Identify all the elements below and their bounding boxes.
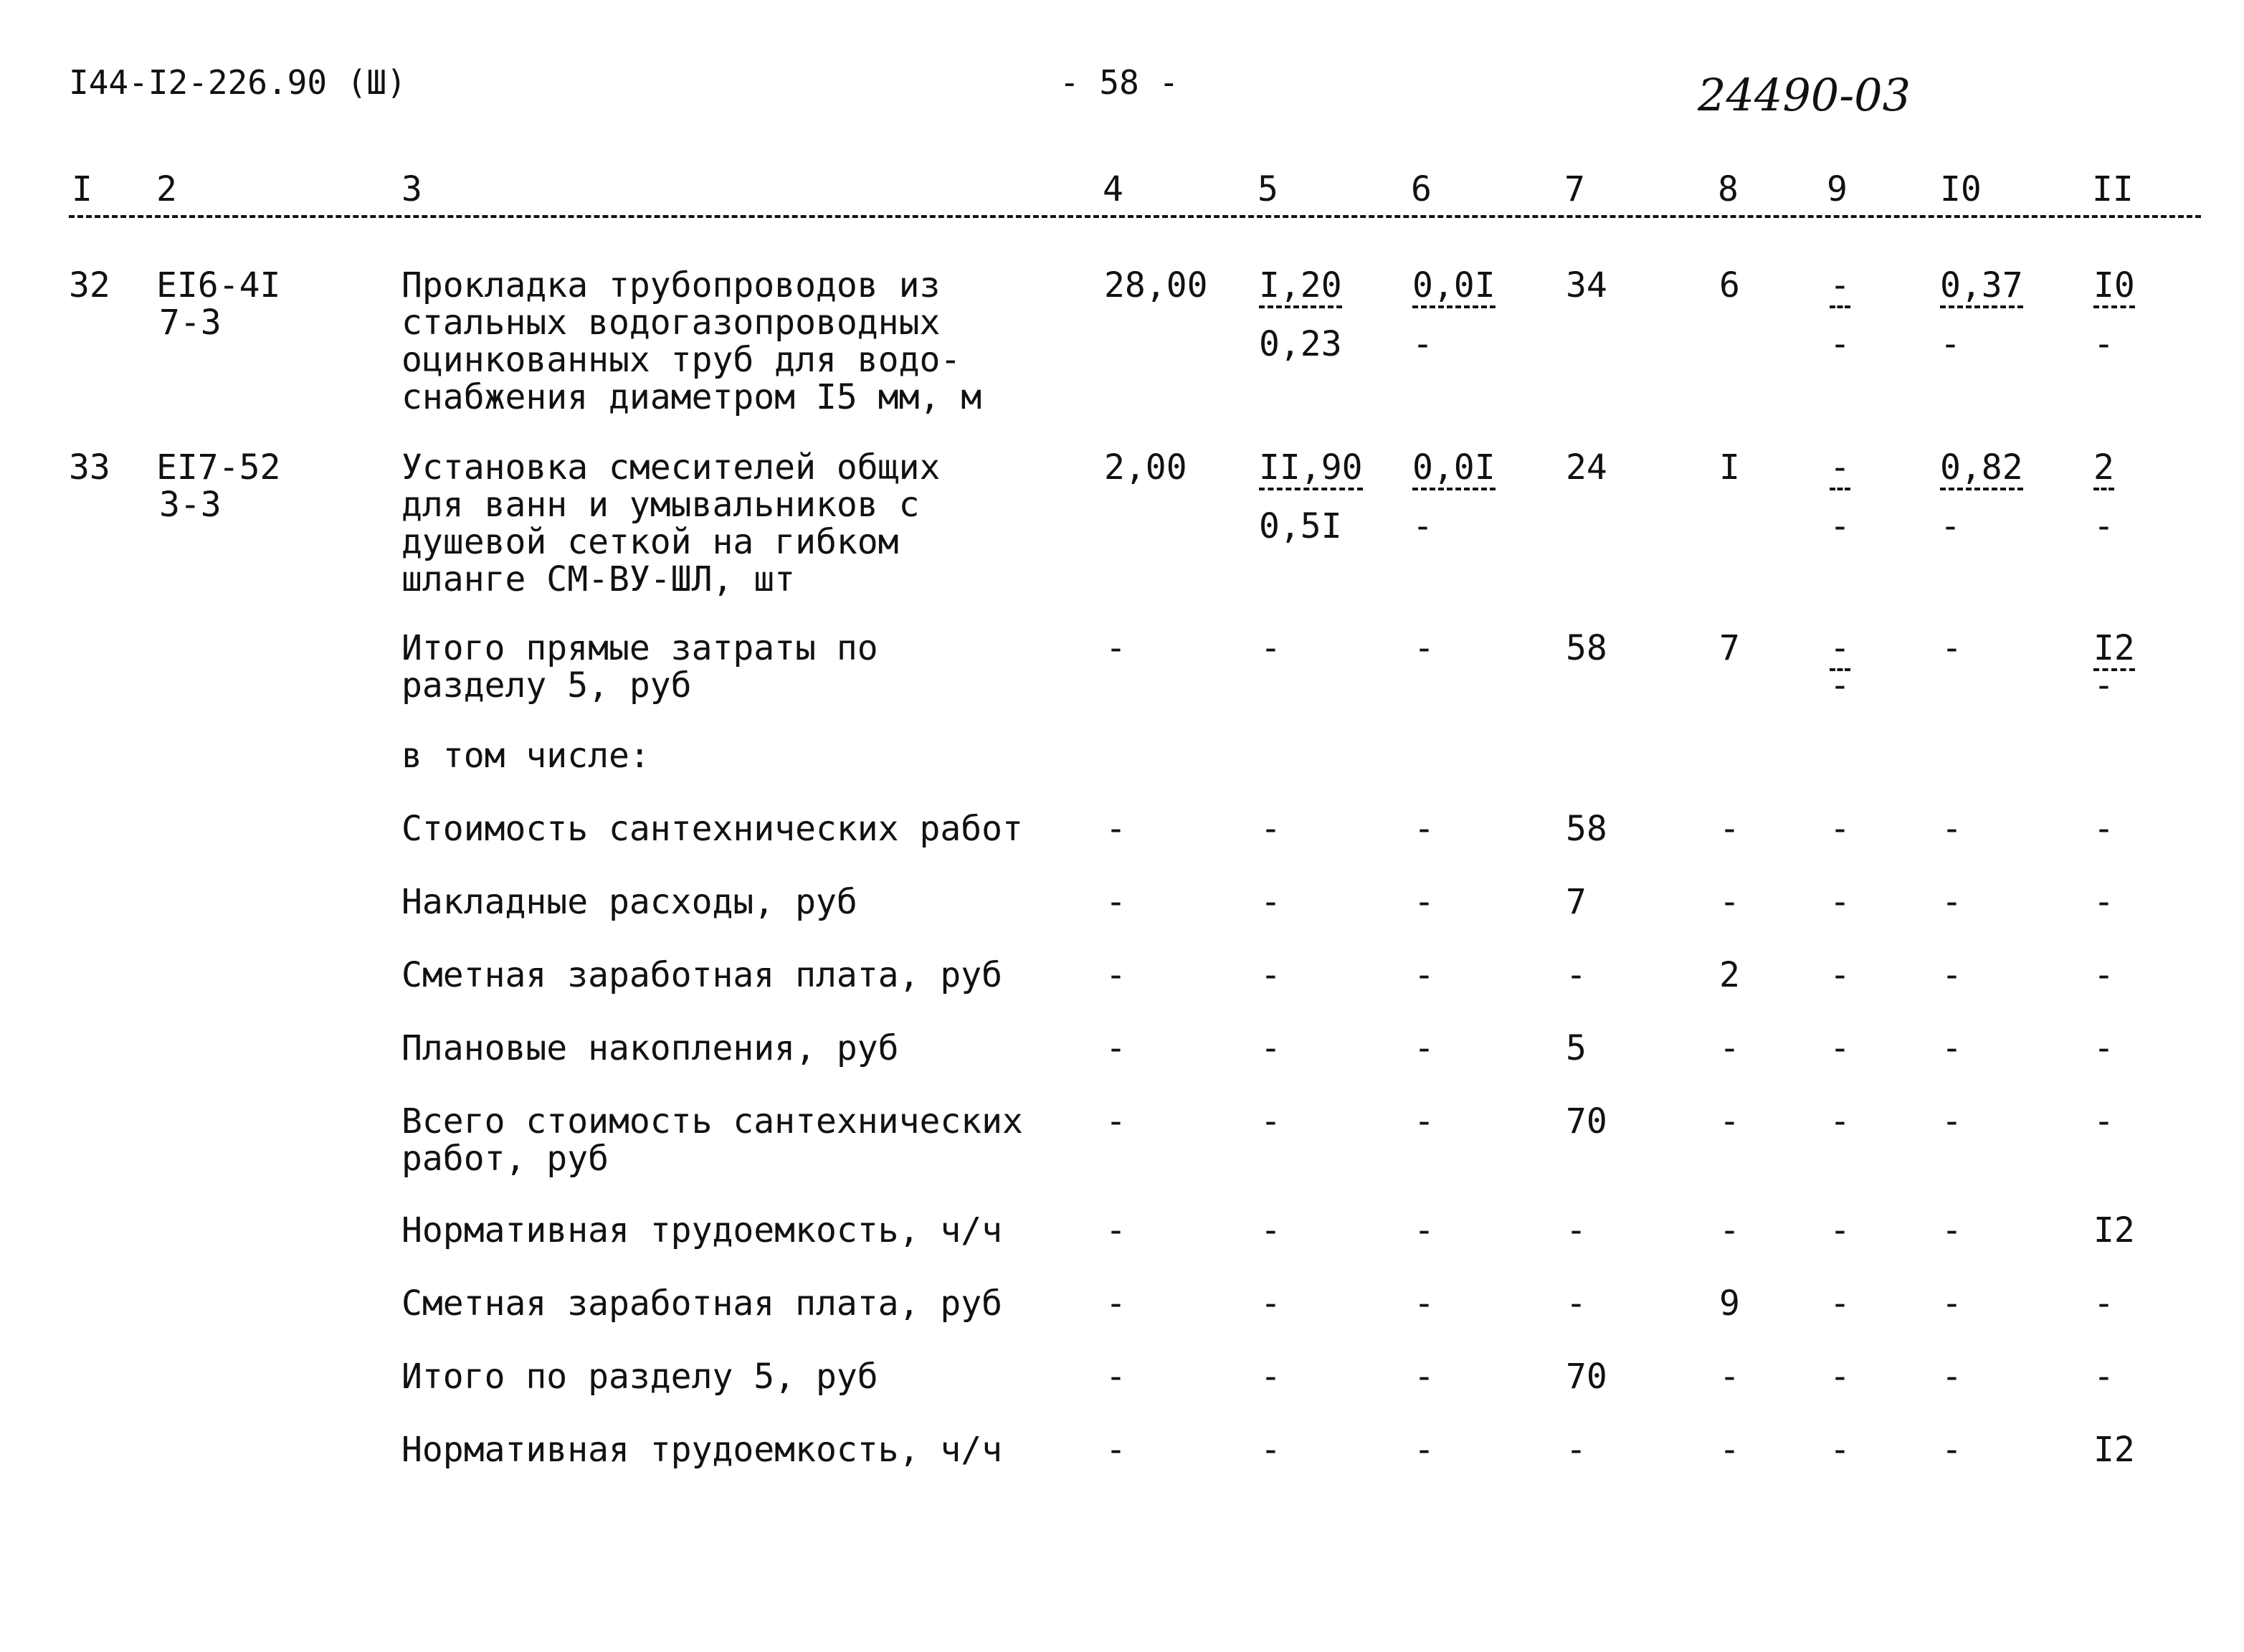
item-col9-bottom: - (1830, 506, 1850, 546)
summary-cell-col8: - (1719, 1210, 1740, 1250)
summary-cell-col5: - (1260, 1101, 1281, 1141)
direct-col5: - (1260, 628, 1281, 668)
direct-col8: 7 (1719, 628, 1740, 668)
item-description: Установка смесителей общих для ванн и умывальников с душевой сеткой на гибком шланге СМ-ВУ-ШЛ, шт (401, 447, 941, 599)
summary-row-label: Сметная заработная плата, руб (401, 955, 1003, 995)
summary-cell-col7: 7 (1566, 882, 1587, 922)
summary-cell-col4: - (1106, 1210, 1126, 1250)
item-col6 (1412, 449, 1496, 545)
summary-cell-col7: - (1566, 955, 1587, 995)
item-col9 (1830, 449, 1850, 545)
item-col10 (1940, 449, 2023, 545)
summary-cell-col5: - (1260, 1283, 1281, 1324)
item-col8: I (1719, 447, 1740, 488)
direct-col7: 58 (1566, 628, 1607, 668)
summary-cell-col6: - (1414, 1357, 1435, 1397)
col-num-3: 3 (401, 169, 422, 209)
item-col11 (2093, 267, 2135, 363)
summary-cell-col7: 70 (1566, 1357, 1607, 1397)
summary-cell-col10: - (1941, 1210, 1962, 1250)
col-num-5: 5 (1258, 169, 1278, 209)
summary-row-label: Итого по разделу 5, руб (401, 1357, 878, 1397)
summary-cell-col4: - (1106, 809, 1126, 849)
item-number: 33 (69, 447, 110, 488)
summary-cell-col11: I2 (2093, 1430, 2135, 1470)
direct-col11-top: I2 (2093, 630, 2135, 671)
summary-cell-col6: - (1414, 1101, 1435, 1141)
item-col10 (1940, 267, 2023, 363)
item-unit-cost-total: II,90 (1259, 449, 1363, 490)
summary-cell-col6: - (1414, 1028, 1435, 1068)
item-number: 32 (69, 265, 110, 305)
summary-cell-col5: - (1260, 1028, 1281, 1068)
document-code: I44-I2-226.90 (Ш) (69, 63, 407, 102)
handwritten-number: 24490-03 (1698, 69, 1911, 121)
item-col6-top: 0,0I (1412, 449, 1496, 490)
col-num-8: 8 (1718, 169, 1739, 209)
summary-cell-col6: - (1414, 1283, 1435, 1324)
summary-cell-col4: - (1106, 882, 1126, 922)
direct-col4: - (1106, 628, 1126, 668)
summary-row-label: Сметная заработная плата, руб (401, 1283, 1003, 1324)
summary-row-label: Стоимость сантехнических работ (401, 809, 1023, 849)
summary-cell-col10: - (1941, 1357, 1962, 1397)
summary-cell-col4: - (1106, 1028, 1126, 1068)
summary-cell-col10: - (1941, 1430, 1962, 1470)
item-col10-top: 0,82 (1940, 449, 2023, 490)
summary-cell-col10: - (1941, 1283, 1962, 1324)
summary-cell-col9: - (1830, 1101, 1850, 1141)
summary-cell-col8: - (1719, 1430, 1740, 1470)
summary-cell-col4: - (1106, 1430, 1126, 1470)
summary-cell-col9: - (1830, 1283, 1850, 1324)
item-col10-bottom: - (1940, 506, 1961, 546)
direct-col6: - (1414, 628, 1435, 668)
summary-row-label: Нормативная трудоемкость, ч/ч (401, 1210, 1003, 1250)
summary-cell-col10: - (1941, 809, 1962, 849)
col-num-2: 2 (156, 169, 177, 209)
item-col7: 24 (1566, 447, 1607, 488)
item-col7: 34 (1566, 265, 1607, 305)
item-code: EI7-52 (156, 447, 281, 488)
item-code-sub: 7-3 (159, 303, 222, 343)
summary-cell-col4: - (1106, 1357, 1126, 1397)
direct-col11-bottom: - (2093, 665, 2114, 706)
item-col11-top: 2 (2093, 449, 2114, 490)
summary-cell-col6: - (1414, 809, 1435, 849)
item-col9 (1830, 267, 1850, 363)
item-unit-cost (1259, 267, 1342, 363)
col-num-6: 6 (1411, 169, 1432, 209)
item-code-sub: 3-3 (159, 485, 222, 525)
item-quantity: 28,00 (1104, 265, 1208, 305)
summary-cell-col5: - (1260, 1357, 1281, 1397)
summary-cell-col9: - (1830, 1430, 1850, 1470)
summary-cell-col6: - (1414, 1430, 1435, 1470)
item-col6-bottom: - (1412, 324, 1433, 364)
col-num-9: 9 (1827, 169, 1848, 209)
summary-cell-col4: - (1106, 1283, 1126, 1324)
item-col11-top: I0 (2093, 267, 2135, 308)
summary-cell-col8: - (1719, 1101, 1740, 1141)
summary-cell-col9: - (1830, 809, 1850, 849)
summary-cell-col10: - (1941, 1028, 1962, 1068)
summary-row-label: Нормативная трудоемкость, ч/ч (401, 1430, 1003, 1470)
item-col11-bottom: - (2093, 506, 2114, 546)
item-unit-cost-wages: 0,5I (1259, 506, 1342, 546)
item-code: EI6-4I (156, 265, 281, 305)
item-quantity: 2,00 (1104, 447, 1187, 488)
summary-cell-col6: - (1414, 955, 1435, 995)
summary-cell-col11: - (2093, 1357, 2114, 1397)
summary-cell-col6: - (1414, 1210, 1435, 1250)
summary-cell-col6: - (1414, 882, 1435, 922)
summary-cell-col7: 58 (1566, 809, 1607, 849)
summary-cell-col9: - (1830, 1028, 1850, 1068)
summary-row-label: Накладные расходы, руб (401, 882, 857, 922)
col-num-4: 4 (1103, 169, 1123, 209)
summary-row-label: Плановые накопления, руб (401, 1028, 899, 1068)
item-unit-cost-total: I,20 (1259, 267, 1342, 308)
col-num-10: I0 (1940, 169, 1982, 209)
summary-cell-col11: I2 (2093, 1210, 2135, 1250)
item-col6 (1412, 267, 1496, 363)
item-unit-cost-wages: 0,23 (1259, 324, 1342, 364)
summary-cell-col11: - (2093, 809, 2114, 849)
summary-cell-col7: - (1566, 1283, 1587, 1324)
direct-col9-bottom: - (1830, 665, 1850, 706)
summary-cell-col11: - (2093, 1101, 2114, 1141)
summary-row-label: Всего стоимость сантехнических работ, руб (401, 1101, 1023, 1179)
col-num-11: II (2092, 169, 2134, 209)
column-number-row (69, 169, 2201, 219)
summary-cell-col9: - (1830, 882, 1850, 922)
summary-cell-col4: - (1106, 955, 1126, 995)
direct-col9-top: - (1830, 630, 1850, 671)
summary-cell-col8: 2 (1719, 955, 1740, 995)
summary-cell-col5: - (1260, 1210, 1281, 1250)
summary-cell-col7: 5 (1566, 1028, 1587, 1068)
summary-cell-col8: - (1719, 809, 1740, 849)
summary-cell-col7: 70 (1566, 1101, 1607, 1141)
summary-cell-col10: - (1941, 955, 1962, 995)
item-col9-top: - (1830, 449, 1850, 490)
item-col9-top: - (1830, 267, 1850, 308)
summary-cell-col11: - (2093, 1283, 2114, 1324)
summary-cell-col5: - (1260, 1430, 1281, 1470)
summary-cell-col9: - (1830, 1357, 1850, 1397)
summary-cell-col7: - (1566, 1210, 1587, 1250)
item-col11-bottom: - (2093, 324, 2114, 364)
summary-cell-col11: - (2093, 955, 2114, 995)
including-label: в том числе: (401, 736, 650, 776)
col-num-7: 7 (1564, 169, 1585, 209)
direct-col9 (1830, 630, 1850, 704)
item-col10-bottom: - (1940, 324, 1961, 364)
summary-cell-col7: - (1566, 1430, 1587, 1470)
summary-cell-col9: - (1830, 1210, 1850, 1250)
item-col6-bottom: - (1412, 506, 1433, 546)
summary-cell-col5: - (1260, 955, 1281, 995)
direct-col11 (2093, 630, 2135, 704)
summary-cell-col11: - (2093, 882, 2114, 922)
item-col10-top: 0,37 (1940, 267, 2023, 308)
summary-cell-col10: - (1941, 1101, 1962, 1141)
column-header-dashed-rule (69, 215, 2201, 218)
item-description: Прокладка трубопроводов из стальных водогазопроводных оцинкованных труб для водо- снабжения диаметром I5 мм, м (401, 265, 982, 417)
summary-cell-col9: - (1830, 955, 1850, 995)
summary-cell-col8: 9 (1719, 1283, 1740, 1324)
direct-col10: - (1941, 628, 1962, 668)
direct-costs-label: Итого прямые затраты по разделу 5, руб (401, 628, 878, 706)
item-col11 (2093, 449, 2114, 545)
summary-cell-col8: - (1719, 1357, 1740, 1397)
item-col8: 6 (1719, 265, 1740, 305)
summary-cell-col11: - (2093, 1028, 2114, 1068)
summary-cell-col5: - (1260, 809, 1281, 849)
page-number: - 58 - (1060, 63, 1179, 102)
summary-cell-col8: - (1719, 882, 1740, 922)
summary-cell-col10: - (1941, 882, 1962, 922)
summary-cell-col5: - (1260, 882, 1281, 922)
item-col9-bottom: - (1830, 324, 1850, 364)
item-unit-cost (1259, 449, 1363, 545)
summary-cell-col4: - (1106, 1101, 1126, 1141)
item-col6-top: 0,0I (1412, 267, 1496, 308)
col-num-1: I (72, 169, 92, 209)
summary-cell-col8: - (1719, 1028, 1740, 1068)
